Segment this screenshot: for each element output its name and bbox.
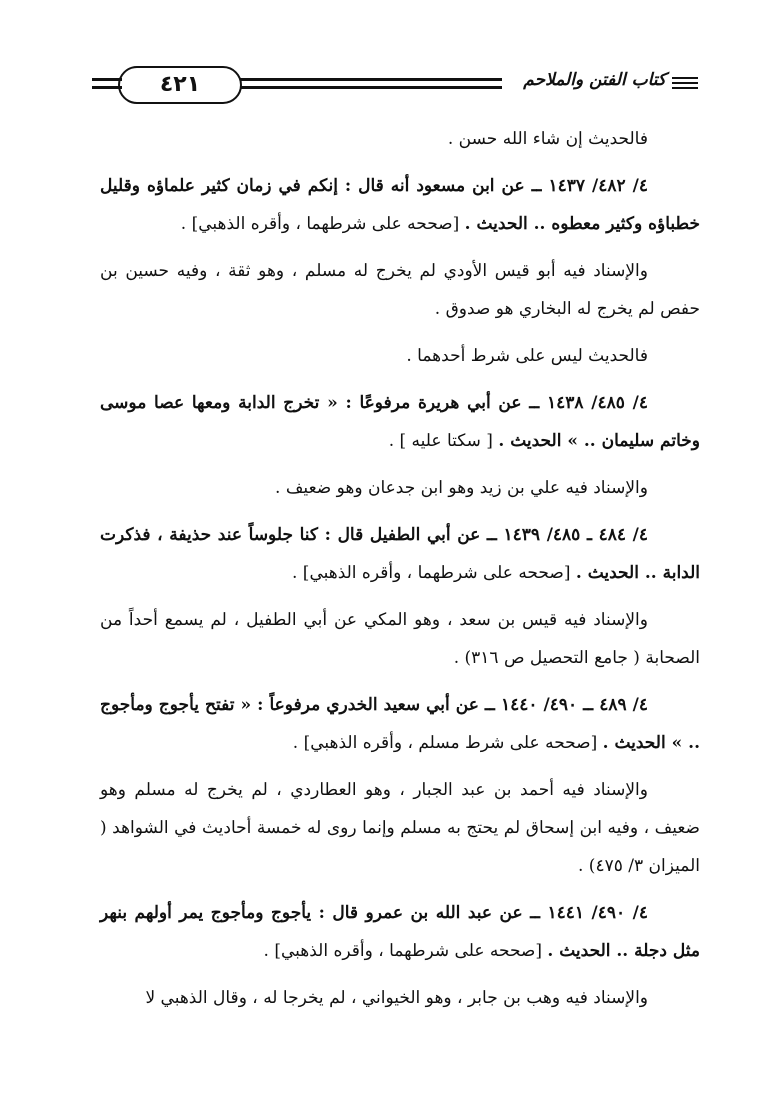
page-body — [100, 120, 700, 1026]
commentary-paragraph: والإسناد فيه أحمد بن عبد الجبار ، وهو العطاردي ، لم يخرج له مسلم وهو ضعيف ، وفيه ابن إسحاق لم يحتج به مسلم وإنما روى له خمسة أحاديث في الشواهد ( الميزان ٣/ ٤٧٥) . — [100, 780, 700, 876]
commentary-paragraph: فالحديث إن شاء الله حسن . — [447, 129, 648, 149]
hadith-entry: ٤/ ٤٨٩ ــ ٤٩٠/ ١٤٤٠ ــ عن أبي سعيد الخدري مرفوعاً : « تفتح يأجوج ومأجوج .. » الحديث . [صححه على شرط مسلم ، وأقره الذهبي] . — [100, 695, 700, 753]
hadith-entry: ٤/ ٤٨٢/ ١٤٣٧ ــ عن ابن مسعود أنه قال : إنكم في زمان كثير علماؤه وقليل خطباؤه وكثير معطوه .. الحديث . [صححه على شرطهما ، وأقره الذهبي] . — [100, 176, 700, 234]
hadith-entry: ٤/ ٤٨٤ ـ ٤٨٥/ ١٤٣٩ ــ عن أبي الطفيل قال : كنا جلوساً عند حذيفة ، فذكرت الدابة .. الحديث . [صححه على شرطهما ، وأقره الذهبي] . — [100, 525, 700, 583]
running-title: كتاب الفتن والملاحم — [523, 70, 666, 90]
ruling-note: [ سكتا عليه ] . — [388, 431, 499, 451]
header-rule-center-lower — [240, 86, 502, 89]
header-mark — [672, 77, 698, 92]
ruling-note: [صححه على شرطهما ، وأقره الذهبي] . — [180, 214, 465, 234]
page-header — [92, 66, 698, 108]
header-rule-center — [240, 78, 502, 81]
ruling-note: [صححه على شرطهما ، وأقره الذهبي] . — [292, 563, 576, 583]
ruling-note: [صححه على شرطهما ، وأقره الذهبي] . — [263, 941, 548, 961]
hadith-entry: ٤/ ٤٨٥/ ١٤٣٨ ــ عن أبي هريرة مرفوعًا : « تخرج الدابة ومعها عصا موسى وخاتم سليمان .. » الحديث . [ سكتا عليه ] . — [100, 393, 700, 451]
commentary-paragraph: والإسناد فيه وهب بن جابر ، وهو الخيواني ، لم يخرجا له ، وقال الذهبي لا — [145, 988, 648, 1008]
page-number: ٤٢١ — [118, 66, 242, 104]
commentary-paragraph: والإسناد فيه أبو قيس الأودي لم يخرج له مسلم ، وهو ثقة ، وفيه حسين بن حفص لم يخرج له البخاري هو صدوق . — [100, 261, 700, 319]
commentary-paragraph: والإسناد فيه علي بن زيد وهو ابن جدعان وهو ضعيف . — [275, 478, 648, 498]
commentary-paragraph: فالحديث ليس على شرط أحدهما . — [406, 346, 648, 366]
hadith-entry: ٤/ ٤٩٠/ ١٤٤١ ــ عن عبد الله بن عمرو قال : يأجوج ومأجوج يمر أولهم بنهر مثل دجلة .. الحديث . [صححه على شرطهما ، وأقره الذهبي] . — [100, 903, 700, 961]
commentary-paragraph: والإسناد فيه قيس بن سعد ، وهو المكي عن أبي الطفيل ، لم يسمع أحداً من الصحابة ( جامع التحصيل ص ٣١٦) . — [100, 610, 700, 668]
ruling-note: [صححه على شرط مسلم ، وأقره الذهبي] . — [292, 733, 603, 753]
